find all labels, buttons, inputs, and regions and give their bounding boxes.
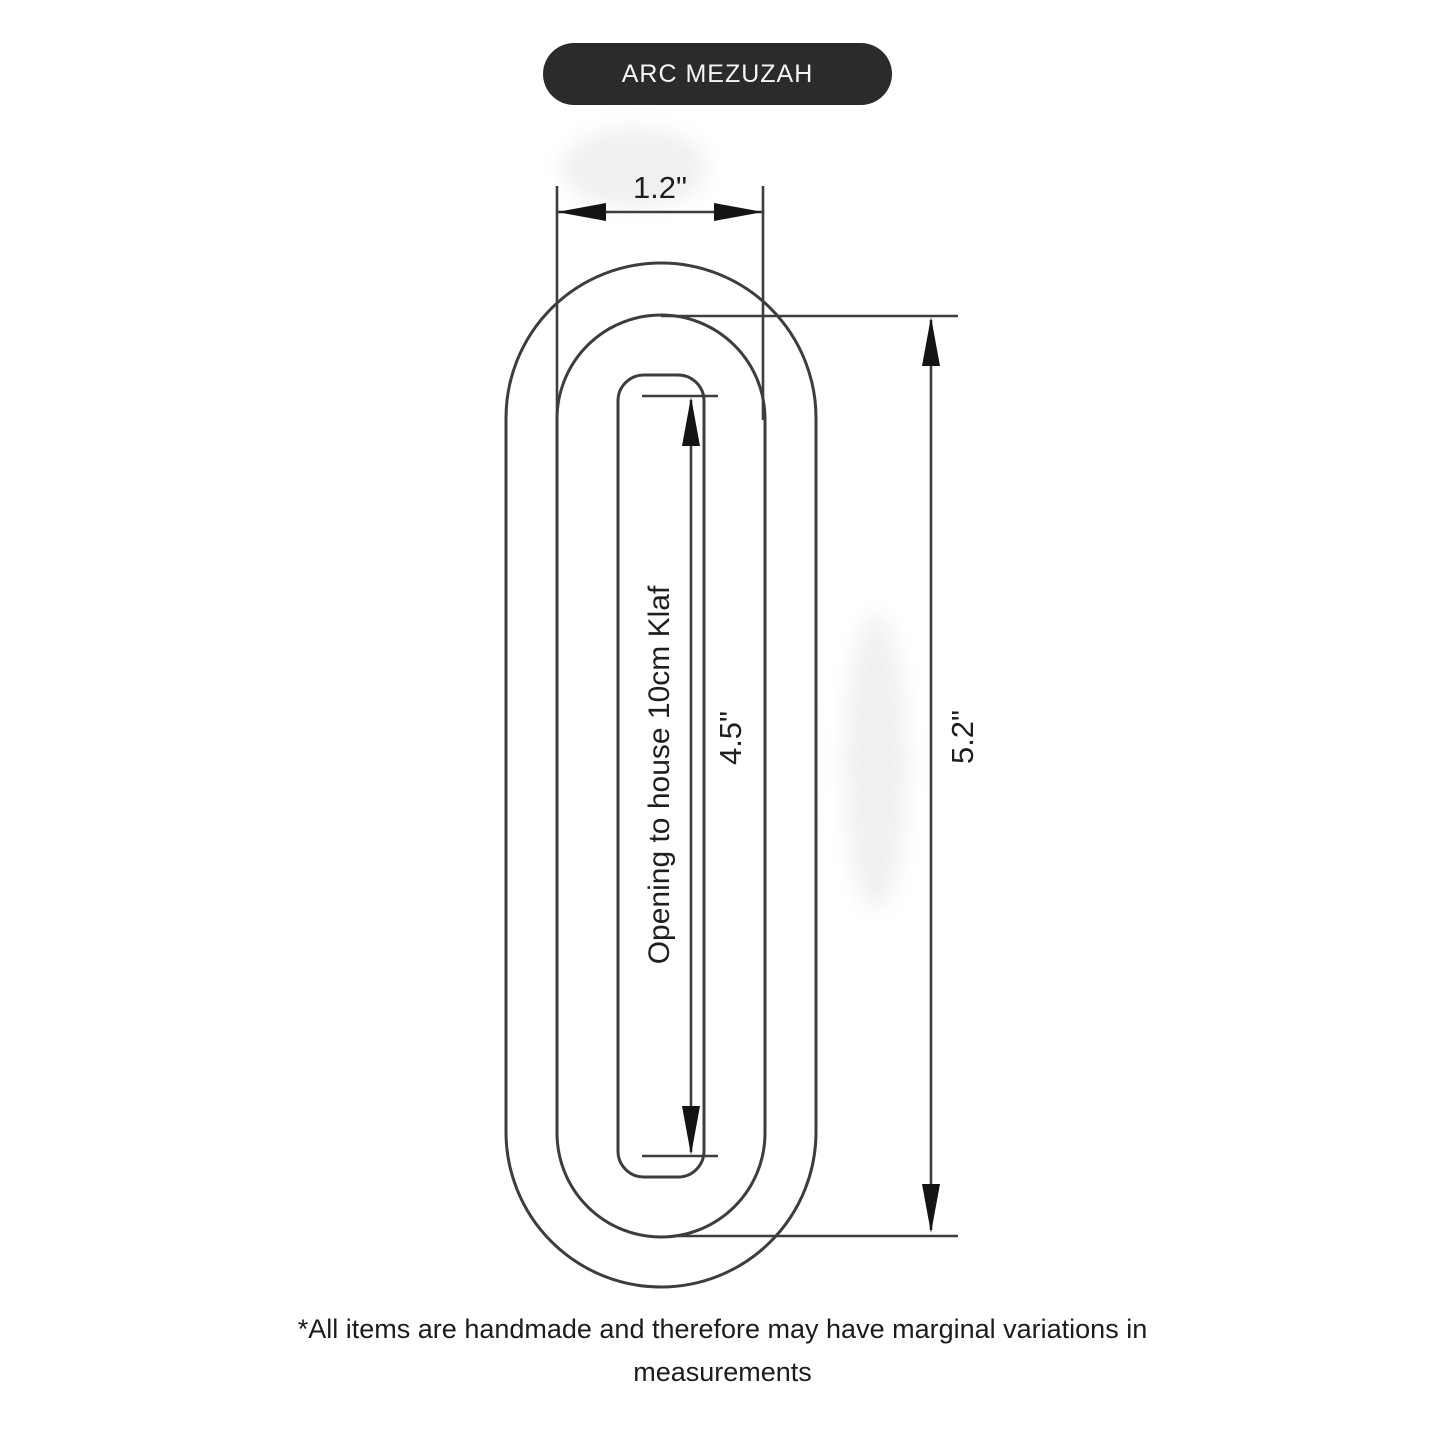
arrowhead-left-icon (557, 203, 606, 221)
footnote (0, 1308, 1445, 1394)
arrowhead-up-icon (922, 317, 940, 366)
arrowhead-right-icon (714, 203, 763, 221)
width-dimension-label: 1.2" (632, 170, 688, 205)
overall-height-dimension-label: 5.2" (945, 709, 980, 765)
arrowhead-down-icon (682, 1106, 700, 1155)
arrowhead-down-icon (922, 1184, 940, 1233)
opening-height-dimension-label: 4.5" (713, 710, 748, 766)
title-badge-label: ARC MEZUZAH (621, 59, 814, 88)
footnote-line-1: *All items are handmade and therefore may have marginal variations in (297, 1314, 1148, 1344)
footnote-line-2: measurements (633, 1357, 812, 1387)
arrowhead-up-icon (682, 397, 700, 446)
opening-note-label: Opening to house 10cm Klaf (643, 585, 676, 965)
